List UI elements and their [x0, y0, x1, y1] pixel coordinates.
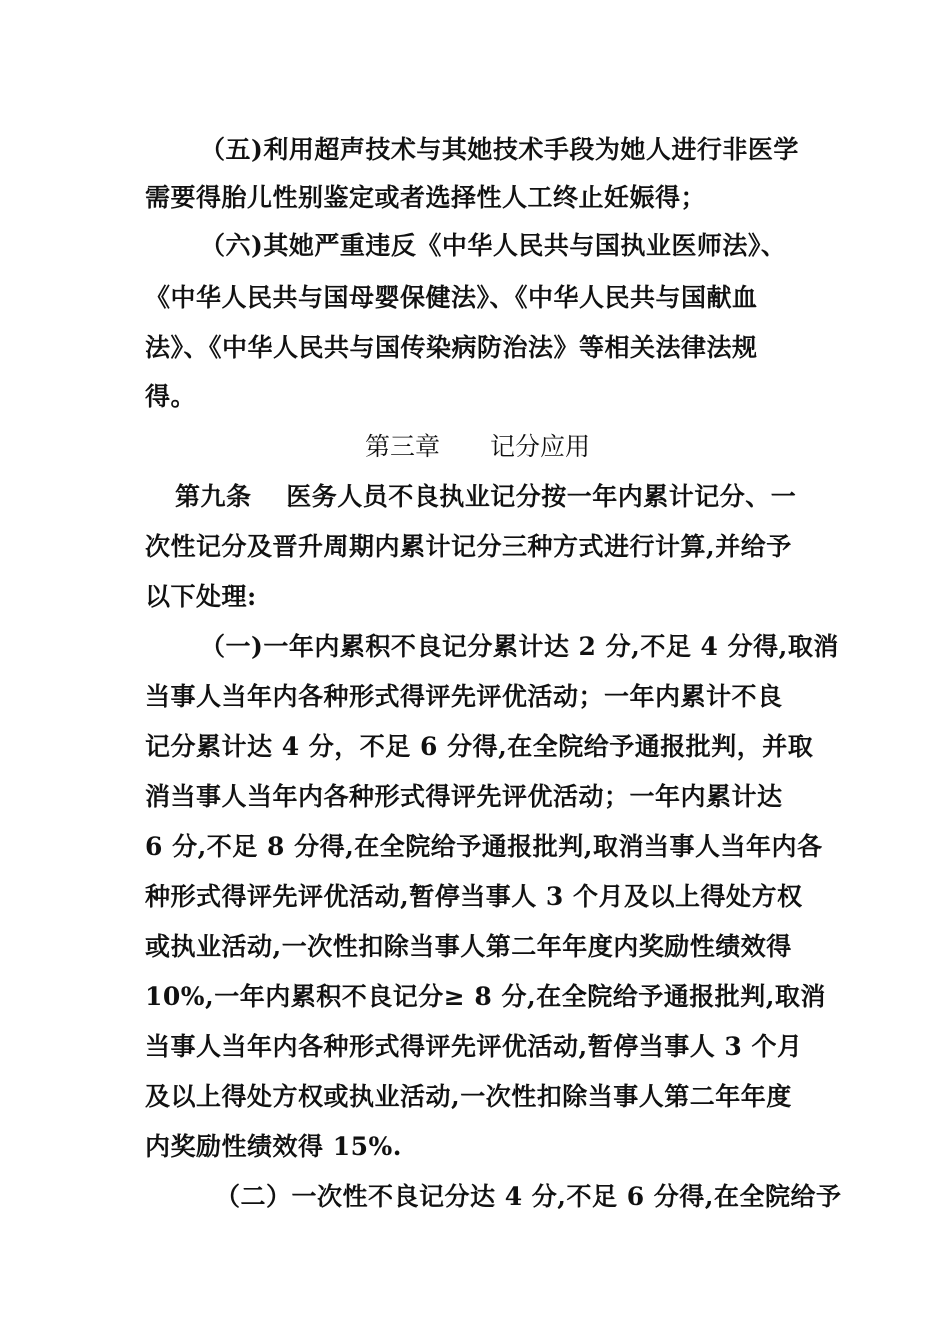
text-line: 需要得胎儿性别鉴定或者选择性人工终止妊娠得；: [145, 183, 707, 212]
text-line: 当事人当年内各种形式得评先评优活动；一年内累计不良: [145, 682, 783, 711]
text-line: 及以上得处方权或执业活动,一次性扣除当事人第二年年度: [145, 1082, 792, 1111]
text-line: 或执业活动,一次性扣除当事人第二年年度内奖励性绩效得: [145, 932, 792, 961]
text-line: 法》、《中华人民共与国传染病防治法》等相关法律法规: [145, 333, 758, 362]
text-line: （六)其她严重违反《中华人民共与国执业医师法》、: [200, 231, 787, 260]
text-line: 6 分,不足 8 分得,在全院给予通报批判,取消当事人当年内各: [145, 832, 823, 861]
text-line: 得。: [145, 382, 197, 411]
text-line: 当事人当年内各种形式得评先评优活动,暂停当事人 3 个月: [145, 1032, 803, 1061]
article-heading-line: 第九条 医务人员不良执业记分按一年内累计记分、一: [175, 482, 797, 511]
text-line: （二）一次性不良记分达 4 分,不足 6 分得,在全院给予: [215, 1182, 842, 1211]
text-line: 10%,一年内累积不良记分≥ 8 分,在全院给予通报批判,取消: [145, 982, 826, 1011]
text-line: 以下处理:: [145, 582, 257, 611]
text-line: 种形式得评先评优活动,暂停当事人 3 个月及以上得处方权: [145, 882, 803, 911]
text-line: 消当事人当年内各种形式得评先评优活动；一年内累计达: [145, 782, 783, 811]
text-line: （一)一年内累积不良记分累计达 2 分,不足 4 分得,取消: [200, 632, 839, 661]
text-line: 记分累计达 4 分，不足 6 分得,在全院给予通报批判，并取: [145, 732, 814, 761]
text-line: 《中华人民共与国母婴保健法》、《中华人民共与国献血: [145, 283, 758, 312]
text-line: 内奖励性绩效得 15%.: [145, 1132, 402, 1161]
chapter-heading: 第三章 记分应用: [364, 432, 590, 461]
text-line: （五)利用超声技术与其她技术手段为她人进行非医学: [200, 135, 799, 164]
text-line: 次性记分及晋升周期内累计记分三种方式进行计算,并给予: [145, 532, 792, 561]
